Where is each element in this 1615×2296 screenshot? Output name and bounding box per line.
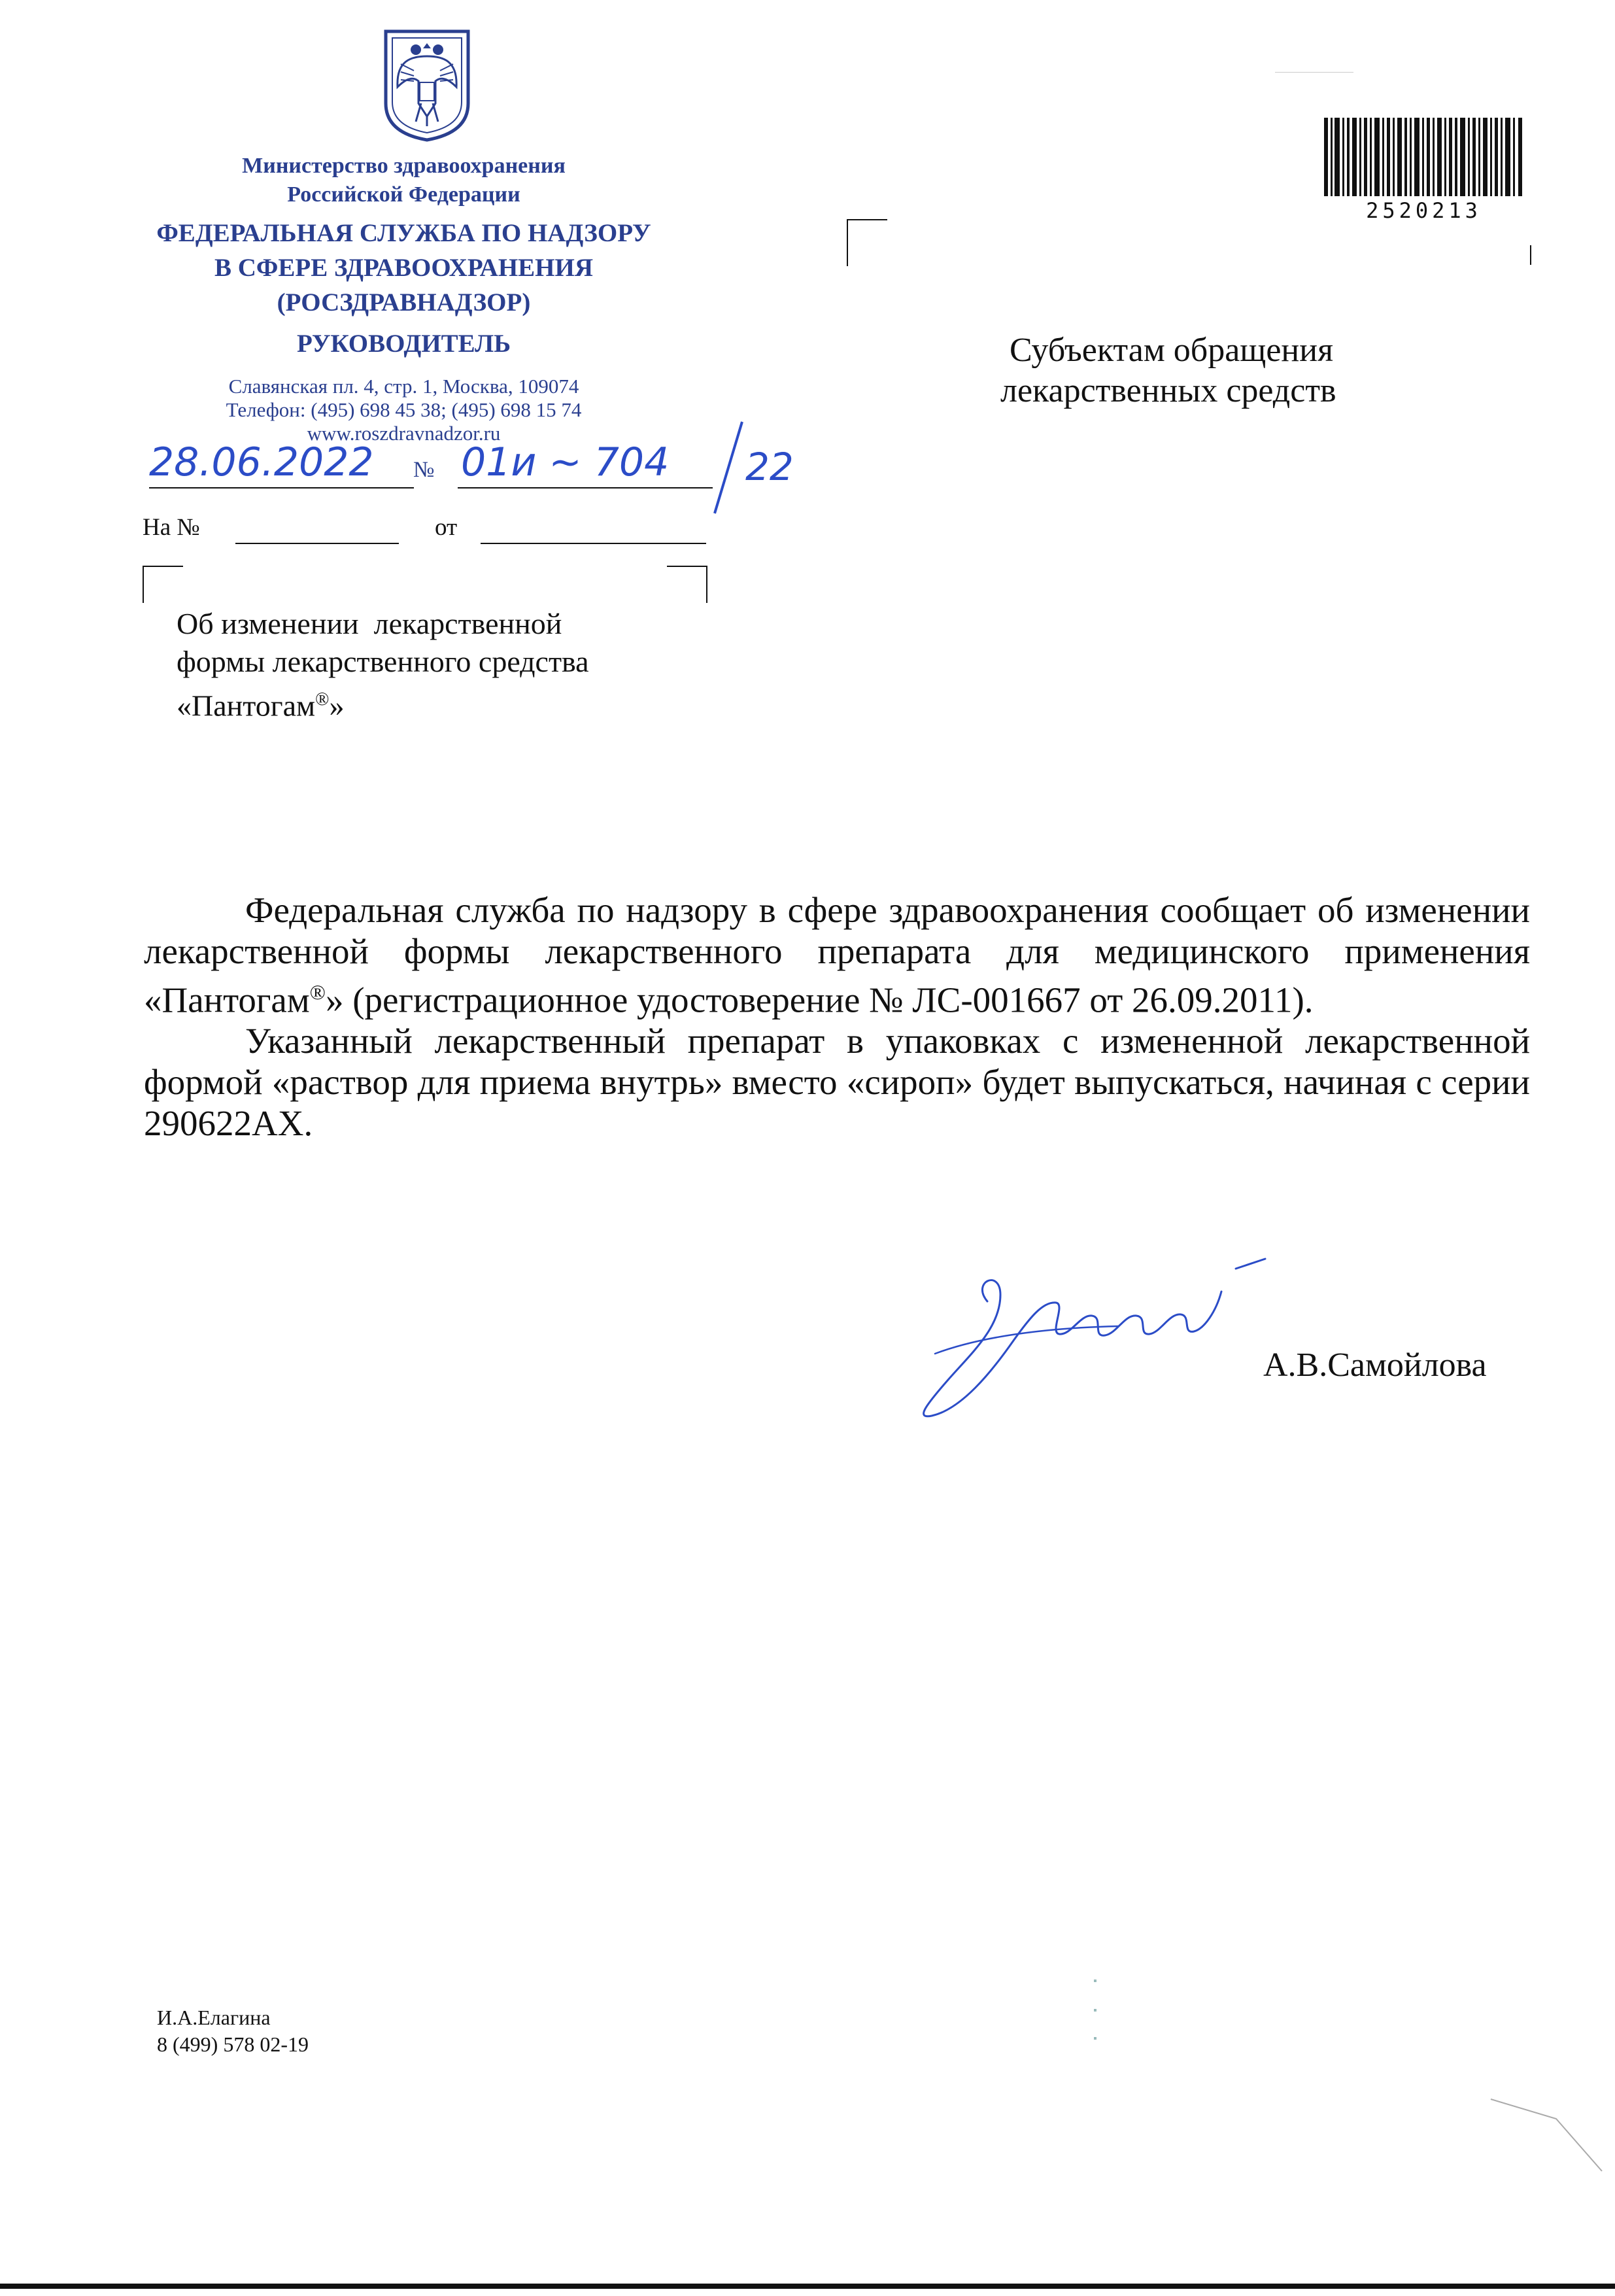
top-right-faint-line <box>1275 72 1353 73</box>
service-line-3: (РОСЗДРАВНАДЗОР) <box>277 288 531 317</box>
service-name <box>98 216 709 320</box>
body-registered-mark: ® <box>309 980 326 1004</box>
scan-corner-mark <box>1484 2093 1615 2184</box>
addressee-bracket <box>847 219 887 266</box>
phone: Телефон: (495) 698 45 38; (495) 698 15 74 <box>226 398 582 421</box>
ministry-name <box>98 152 709 209</box>
number-sign: № <box>413 458 435 482</box>
subject-product: «Пантогам <box>177 689 316 723</box>
address: Славянская пл. 4, стр. 1, Москва, 109074 <box>228 375 579 398</box>
addressee-block <box>1000 330 1336 411</box>
body-paragraph-2: Указанный лекарственный препарат в упаковках с измененной лекарственной формой «раствор для приема внутрь» вместо «сироп» будет выпускаться, начиная с серии 290622АХ. <box>144 1021 1530 1144</box>
addressee-line-1: Субъектам обращения <box>1010 332 1333 369</box>
barcode <box>1324 118 1523 196</box>
signatory-name: А.В.Самойлова <box>1263 1346 1487 1384</box>
number-underline <box>458 487 713 488</box>
subject-line-1: Об изменении лекарственной <box>177 607 562 640</box>
scan-dot <box>1094 2037 1096 2040</box>
service-line-2: В СФЕРЕ ЗДРАВООХРАНЕНИЯ <box>214 254 594 282</box>
service-line-1: ФЕДЕРАЛЬНАЯ СЛУЖБА ПО НАДЗОРУ <box>156 219 651 247</box>
body-paragraph-1 <box>144 889 1530 1020</box>
bottom-scan-edge <box>0 2284 1615 2289</box>
reply-number-blank <box>235 543 399 544</box>
executor-name: И.А.Елагина <box>157 2006 271 2029</box>
date-underline <box>149 487 414 488</box>
registration-year: 22 <box>745 445 794 489</box>
executor-phone: 8 (499) 578 02-19 <box>157 2032 309 2056</box>
registration-number: 01и ~ 704 <box>461 439 670 485</box>
addressee-right-tick <box>1530 245 1531 265</box>
subject-line-2: формы лекарственного средства <box>177 645 589 678</box>
scan-dot <box>1094 2009 1096 2012</box>
subject-line-3 <box>177 681 589 725</box>
subject-bracket-right <box>667 566 707 603</box>
signature <box>909 1256 1275 1426</box>
reply-date-blank <box>481 543 706 544</box>
subject-block <box>177 605 589 725</box>
website: www.roszdravnadzor.ru <box>307 422 501 445</box>
executor-block <box>157 2004 309 2058</box>
reply-line <box>143 513 200 541</box>
body-paragraph-1-tail: » (регистрационное удостоверение № ЛС-001667 от 26.09.2011). <box>325 980 1314 1020</box>
contact-block <box>98 375 709 445</box>
scan-dot <box>1094 1979 1096 1982</box>
head-title: РУКОВОДИТЕЛЬ <box>296 330 511 358</box>
barcode-number: 2520213 <box>1366 198 1482 223</box>
slash-mark <box>709 419 749 517</box>
ministry-line-2: Российской Федерации <box>287 182 520 207</box>
letter-body <box>144 889 1530 1144</box>
ministry-line-1: Министерство здравоохранения <box>242 154 566 178</box>
subject-bracket-left <box>143 566 183 603</box>
registered-mark: ® <box>315 689 330 710</box>
registration-date: 28.06.2022 <box>149 439 374 485</box>
subject-quote-close: » <box>329 689 345 723</box>
reply-prefix: На № <box>143 514 200 541</box>
addressee-line-2: лекарственных средств <box>1000 372 1336 409</box>
reply-from: от <box>435 514 458 541</box>
coat-of-arms-emblem <box>378 25 476 143</box>
body-paragraph-1-text: Федеральная служба по надзору в сфере здравоохранения сообщает об изменении лекарственной формы лекарственного препарата для медицинского применения «Пантогам <box>144 890 1530 1020</box>
